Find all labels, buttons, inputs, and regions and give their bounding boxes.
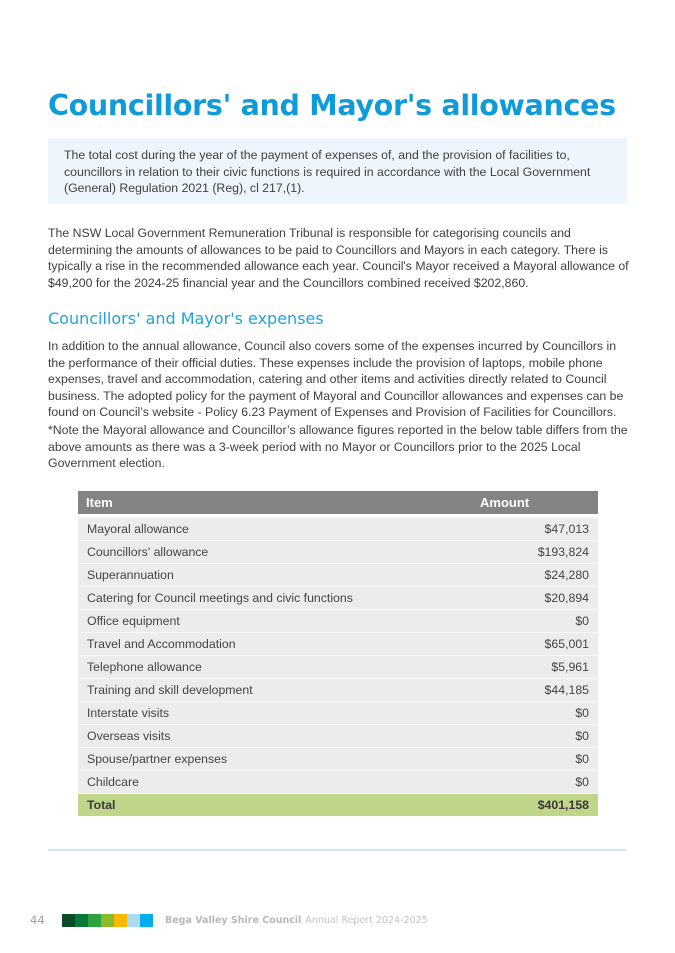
amount-cell: $0 bbox=[480, 748, 598, 771]
color-swatch bbox=[88, 914, 101, 927]
total-row bbox=[78, 794, 598, 817]
item-cell: Office equipment bbox=[78, 610, 480, 633]
color-swatch bbox=[127, 914, 140, 927]
table-row bbox=[78, 702, 598, 725]
callout-text: The total cost during the year of the payment of expenses of, and the provision of facilities to, councillors in relation to their civic functions is required in accordance with the Local Government (General) Regulation 2021 (Reg), cl 217,(1). bbox=[64, 148, 591, 195]
table-row bbox=[78, 748, 598, 771]
section-heading-expenses: Councillors' and Mayor's expenses bbox=[48, 309, 324, 328]
table-row bbox=[78, 679, 598, 702]
column-header-item: Item bbox=[78, 491, 480, 514]
amount-cell: $47,013 bbox=[480, 518, 598, 541]
item-cell: Mayoral allowance bbox=[78, 518, 480, 541]
amount-cell: $0 bbox=[480, 725, 598, 748]
expenses-table bbox=[78, 491, 598, 816]
amount-cell: $5,961 bbox=[480, 656, 598, 679]
item-cell: Overseas visits bbox=[78, 725, 480, 748]
page-footer bbox=[30, 910, 428, 930]
table-row bbox=[78, 518, 598, 541]
color-swatch bbox=[114, 914, 127, 927]
intro-paragraph: The NSW Local Government Remuneration Tribunal is responsible for categorising councils and determining the amounts of allowances to be paid to Councillors and Mayors in each category. There is typically a rise in the recommended allowance each year. Council's Mayor received a Mayoral allowance of $49,200 for the 2024-25 financial year and the Councillors combined received $202,860. bbox=[48, 226, 629, 290]
amount-cell: $0 bbox=[480, 771, 598, 794]
note-paragraph: *Note the Mayoral allowance and Councillor’s allowance figures reported in the below table differs from the above amounts as there was a 3-week period with no Mayor or Councillors prior to the 2025 Local Government election. bbox=[48, 423, 628, 471]
color-swatch bbox=[101, 914, 114, 927]
total-amount: $401,158 bbox=[480, 794, 598, 817]
table-row bbox=[78, 633, 598, 656]
item-cell: Interstate visits bbox=[78, 702, 480, 725]
organisation-name: Bega Valley Shire Council bbox=[165, 914, 302, 926]
amount-cell: $20,894 bbox=[480, 587, 598, 610]
item-cell: Training and skill development bbox=[78, 679, 480, 702]
amount-cell: $44,185 bbox=[480, 679, 598, 702]
item-cell: Superannuation bbox=[78, 564, 480, 587]
regulation-callout bbox=[48, 138, 627, 204]
table-row bbox=[78, 541, 598, 564]
table-row bbox=[78, 725, 598, 748]
table-row bbox=[78, 564, 598, 587]
table-header-row bbox=[78, 491, 598, 514]
report-title: Annual Report 2024-2025 bbox=[305, 914, 428, 926]
amount-cell: $0 bbox=[480, 702, 598, 725]
column-header-amount: Amount bbox=[480, 491, 598, 514]
item-cell: Spouse/partner expenses bbox=[78, 748, 480, 771]
page-number: 44 bbox=[30, 913, 45, 927]
total-label: Total bbox=[78, 794, 480, 817]
color-swatch bbox=[140, 914, 153, 927]
section-divider bbox=[48, 849, 626, 851]
item-cell: Councillors' allowance bbox=[78, 541, 480, 564]
expenses-paragraph: In addition to the annual allowance, Council also covers some of the expenses incurred by Councillors in the performance of their official duties. These expenses include the provision of laptops, mobile phone expenses, travel and accommodation, catering and other items and activities directly related to Council business. The adopted policy for the payment of Mayoral and Councillor allowances and expenses can be found on Council’s website - Policy 6.23 Payment of Expenses and Provision of Facilities for Councillors. bbox=[48, 339, 624, 420]
page-title: Councillors' and Mayor's allowances bbox=[48, 89, 616, 122]
brand-color-bar bbox=[62, 914, 153, 927]
color-swatch bbox=[75, 914, 88, 927]
amount-cell: $65,001 bbox=[480, 633, 598, 656]
amount-cell: $24,280 bbox=[480, 564, 598, 587]
table-row bbox=[78, 656, 598, 679]
item-cell: Telephone allowance bbox=[78, 656, 480, 679]
amount-cell: $0 bbox=[480, 610, 598, 633]
table-row bbox=[78, 610, 598, 633]
table-row bbox=[78, 771, 598, 794]
item-cell: Childcare bbox=[78, 771, 480, 794]
item-cell: Catering for Council meetings and civic functions bbox=[78, 587, 480, 610]
amount-cell: $193,824 bbox=[480, 541, 598, 564]
color-swatch bbox=[62, 914, 75, 927]
item-cell: Travel and Accommodation bbox=[78, 633, 480, 656]
table-row bbox=[78, 587, 598, 610]
